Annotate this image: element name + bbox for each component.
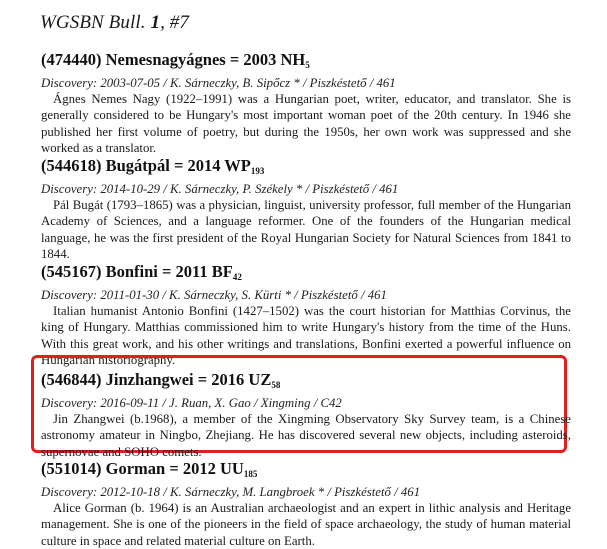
entry-heading (41, 262, 571, 287)
bulletin-volume: 1 (150, 12, 161, 33)
bulletin-title (40, 12, 189, 34)
entry-name: Nemesnagyágnes (105, 50, 226, 69)
entry-citation-text: Alice Gorman (b. 1964) is an Australian archaeologist and an expert in lithic analysis and Heritage management. She is one of the pioneers in the field of space archaeology, the study of human material culture in space and related material culture on Earth. (41, 501, 571, 548)
entry-citation-text: Jin Zhangwei (b.1968), a member of the Xingming Observatory Sky Survey team, is a Chinese astronomy amateur in Ningbo, Zhejiang. He has discovered several new objects, including asteroids, supernovae and SOHO comets. (41, 412, 571, 459)
entry-heading (41, 459, 571, 484)
entry-designation: = 2012 UU (169, 459, 244, 478)
citation-entry-highlighted (41, 370, 571, 460)
entry-designation: = 2014 WP (173, 156, 251, 175)
entry-designation: = 2003 NH (229, 50, 306, 69)
entry-designation-subscript: 185 (243, 469, 258, 479)
entry-name: Bugátpál (105, 156, 170, 175)
entry-designation-subscript: 193 (250, 166, 265, 176)
entry-number: (544618) (41, 156, 102, 175)
entry-heading (41, 370, 571, 395)
entry-number: (545167) (41, 262, 102, 281)
entry-name: Jinzhangwei (105, 370, 194, 389)
entry-designation-subscript: 5 (305, 60, 310, 70)
entry-number: (546844) (41, 370, 102, 389)
entry-name: Bonfini (105, 262, 158, 281)
citation-entry (41, 262, 571, 368)
entry-name: Gorman (105, 459, 166, 478)
bulletin-issue: , #7 (160, 12, 189, 33)
entry-designation: = 2016 UZ (197, 370, 272, 389)
entry-citation-text: Pál Bugát (1793–1865) was a physician, linguist, university professor, full member of the Hungarian Academy of Sciences, and a language reformer. One of the founders of the Hungarian medical language, he was the first president of the Royal Hungarian Society for Natural Sciences from 1841 to 1844. (41, 198, 571, 261)
entry-discovery: Discovery: 2012-10-18 / K. Sárneczky, M. Langbroek * / Piszkéstető / 461 (41, 485, 421, 499)
entry-number: (551014) (41, 459, 102, 478)
entry-designation-subscript: 58 (271, 380, 281, 390)
entry-designation-subscript: 42 (232, 272, 242, 282)
entry-heading (41, 156, 571, 181)
entry-discovery: Discovery: 2016-09-11 / J. Ruan, X. Gao / Xingming / C42 (41, 396, 342, 410)
entry-discovery: Discovery: 2011-01-30 / K. Sárneczky, S. Kürti * / Piszkéstető / 461 (41, 288, 387, 302)
entry-heading (41, 50, 571, 75)
entry-discovery: Discovery: 2003-07-05 / K. Sárneczky, B. Sipőcz * / Piszkéstető / 461 (41, 76, 396, 90)
bulletin-series: WGSBN Bull. (40, 12, 146, 33)
entry-discovery: Discovery: 2014-10-29 / K. Sárneczky, P. Székely * / Piszkéstető / 461 (41, 182, 399, 196)
entry-citation-text: Italian humanist Antonio Bonfini (1427–1502) was the court historian for Matthias Corvinus, the king of Hungary. Matthias commissioned him to write Hungary's history from the time of the Huns. With this great work, and his other writings and translations, Bonfini exerted a powerful influence on Hungarian historiography. (41, 304, 571, 367)
citation-entry (41, 156, 571, 262)
citation-entry (41, 459, 571, 549)
citation-entry (41, 50, 571, 156)
entry-designation: = 2011 BF (162, 262, 233, 281)
entry-number: (474440) (41, 50, 102, 69)
entry-citation-text: Ágnes Nemes Nagy (1922–1991) was a Hungarian poet, writer, educator, and translator. She is generally considered to be Hungary's most important woman poet of the 20th century. In 1946 she published her first volume of poetry, but during the 1950s, her own work was suppressed and she worked as a translator. (41, 92, 571, 155)
